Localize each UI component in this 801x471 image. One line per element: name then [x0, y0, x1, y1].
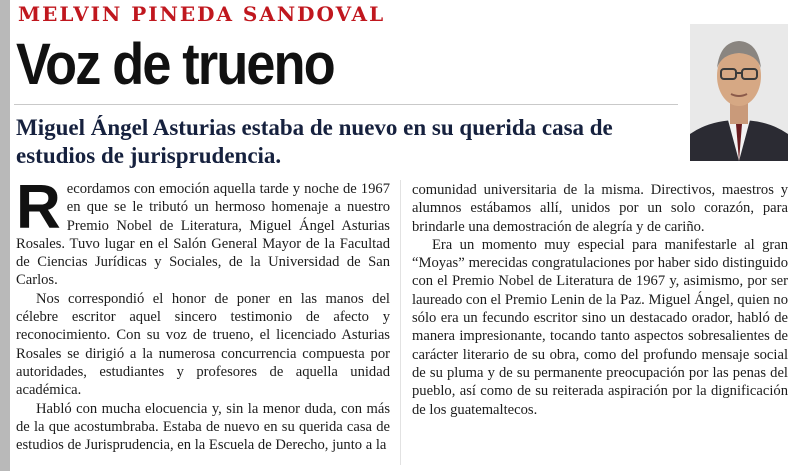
paragraph-3-start: Habló con mucha elocuencia y, sin la menor duda, con más de la que acostumbraba. Estaba de nuevo en su querida casa de estudios de Jurisprudencia, en la Escuela de Derecho, junto a la	[16, 400, 390, 454]
paragraph-1-text: ecordamos con emoción aquella tarde y noche de 1967 en que se le tributó un hermoso homenaje a nuestro Premio Nobel de Literatura, Miguel Ángel Asturias Rosales. Tuvo lugar en el Salón General Mayor de la Facultad de Ciencias Jurídicas y Sociales, de la Universidad de San Carlos.	[16, 181, 390, 289]
article-column-2	[412, 181, 788, 419]
subheadline-text: Miguel Ángel Asturias estaba de nuevo en su querida casa de estudios de jurisprudencia.	[16, 115, 613, 168]
paragraph-1	[16, 173, 390, 290]
decorative-left-bar	[0, 0, 10, 471]
article-column-1	[16, 173, 390, 454]
paragraph-3-end: comunidad universitaria de la misma. Directivos, maestros y alumnos estábamos allí, unidos por un solo corazón, para brindarle una demostración de alegría y de cariño.	[412, 182, 788, 235]
drop-cap: R	[16, 173, 61, 242]
author-photo	[690, 24, 788, 161]
paragraph-2: Nos correspondió el honor de poner en las manos del célebre escritor aquel sincero testimonio de afecto y reconocimiento. Con su voz de trueno, el licenciado Asturias Rosales se dirigió a la numerosa concurrencia compuesta por autoridades, estudiantes y profesores de aquella unidad académica.	[16, 290, 390, 399]
author-byline: MELVIN PINEDA SANDOVAL	[18, 2, 386, 26]
subheadline	[16, 114, 686, 170]
headline-rule	[14, 104, 678, 105]
paragraph-4: Era un momento muy especial para manifestarle al gran “Moyas” merecidas congratulaciones por haber sido distinguido con el Premio Nobel de Literatura de 1967 y, asimismo, por ser laureado con el Premio Lenin de la Paz. Miguel Ángel, quien no sólo era un fecundo escritor sino un destacado orador, habló de manera impresionante, tocando tanto aspectos sobresalientes de carácter literario de su obra, como del profundo mensaje social de su pluma y de su permanente preocupación por las penas del pueblo, así como de su reiterada aspiración por la dignificación de los guatemaltecos.	[412, 236, 788, 418]
headline: Voz de trueno	[16, 32, 334, 97]
column-divider	[400, 180, 401, 465]
